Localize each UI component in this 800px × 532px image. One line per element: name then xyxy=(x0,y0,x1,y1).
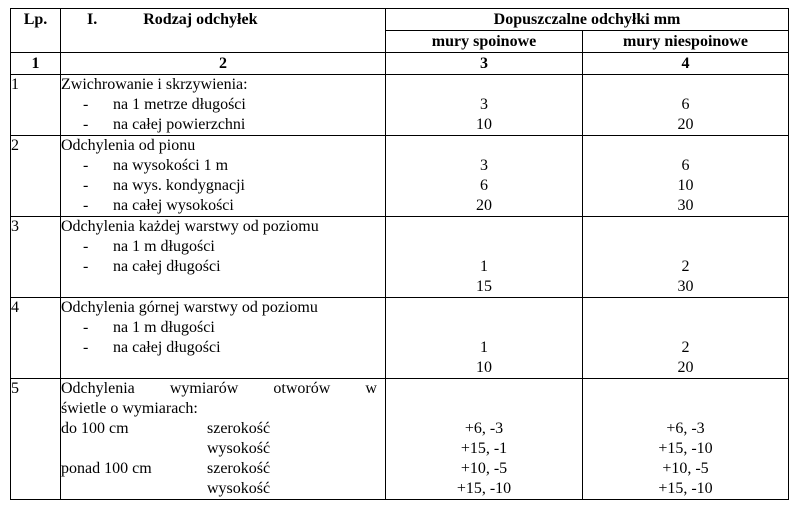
table-row xyxy=(11,75,789,136)
col-num-1: 1 xyxy=(11,53,61,75)
header-section-num: I. xyxy=(87,11,98,28)
row-title: Odchylenia od pionu xyxy=(61,137,196,154)
list-item: - na całej długości xyxy=(83,258,221,275)
list-item: - na 1 m długości xyxy=(83,238,215,255)
list-item: - na wys. kondygnacji xyxy=(83,177,245,194)
list-item: - na całej wysokości xyxy=(83,197,234,214)
row-lp: 1 xyxy=(11,75,61,136)
row-lp: 2 xyxy=(11,136,61,217)
list-item: wysokość xyxy=(207,480,271,497)
row-description xyxy=(61,75,386,136)
row-description xyxy=(61,298,386,379)
table-row xyxy=(11,379,789,500)
header-rodzaj xyxy=(61,9,386,53)
header-row xyxy=(11,9,789,31)
row-lp: 4 xyxy=(11,298,61,379)
value-niespoinowe: 2 20 xyxy=(583,298,789,379)
deviation-table xyxy=(10,8,789,500)
header-rodzaj-label: Rodzaj odchyłek xyxy=(143,11,258,28)
header-dopuszczalne: Dopuszczalne odchyłki mm xyxy=(386,9,789,31)
list-item: - na 1 m długości xyxy=(83,319,215,336)
row-title-line2: świetle o wymiarach: xyxy=(61,400,198,417)
list-item: ponad 100 cm szerokość xyxy=(61,460,271,477)
value-niespoinowe: 2 30 xyxy=(583,217,789,298)
col-num-2: 2 xyxy=(61,53,386,75)
row-description xyxy=(61,217,386,298)
row-title: Odchylenia każdej warstwy od poziomu xyxy=(61,218,319,235)
value-niespoinowe: +6, -3 +15, -10 +10, -5 +15, -10 xyxy=(583,379,789,500)
value-spoinowe: 3 6 20 xyxy=(386,136,583,217)
col-num-3: 3 xyxy=(386,53,583,75)
row-title: Odchylenia wymiarów otworów w xyxy=(61,380,377,397)
row-description xyxy=(61,379,386,500)
list-item: do 100 cm szerokość xyxy=(61,420,271,437)
list-item: - na całej powierzchni xyxy=(83,116,246,133)
value-spoinowe: 3 10 xyxy=(386,75,583,136)
list-item: wysokość xyxy=(207,440,271,457)
value-spoinowe: 1 15 xyxy=(386,217,583,298)
list-item: - na całej długości xyxy=(83,339,221,356)
row-title: Odchylenia górnej warstwy od poziomu xyxy=(61,299,318,316)
list-item: - na 1 metrze długości xyxy=(83,96,246,113)
value-spoinowe: 1 10 xyxy=(386,298,583,379)
header-mury-niespoinowe: mury niespoinowe xyxy=(583,31,789,53)
header-mury-spoinowe: mury spoinowe xyxy=(386,31,583,53)
value-niespoinowe: 6 10 30 xyxy=(583,136,789,217)
column-number-row xyxy=(11,53,789,75)
col-num-4: 4 xyxy=(583,53,789,75)
value-niespoinowe: 6 20 xyxy=(583,75,789,136)
row-lp: 3 xyxy=(11,217,61,298)
table-row xyxy=(11,298,789,379)
row-lp: 5 xyxy=(11,379,61,500)
table-row xyxy=(11,217,789,298)
list-item: - na wysokości 1 m xyxy=(83,157,229,174)
value-spoinowe: +6, -3 +15, -1 +10, -5 +15, -10 xyxy=(386,379,583,500)
table-row xyxy=(11,136,789,217)
row-title: Zwichrowanie i skrzywienia: xyxy=(61,76,248,93)
header-lp: Lp. xyxy=(11,9,61,53)
row-description xyxy=(61,136,386,217)
